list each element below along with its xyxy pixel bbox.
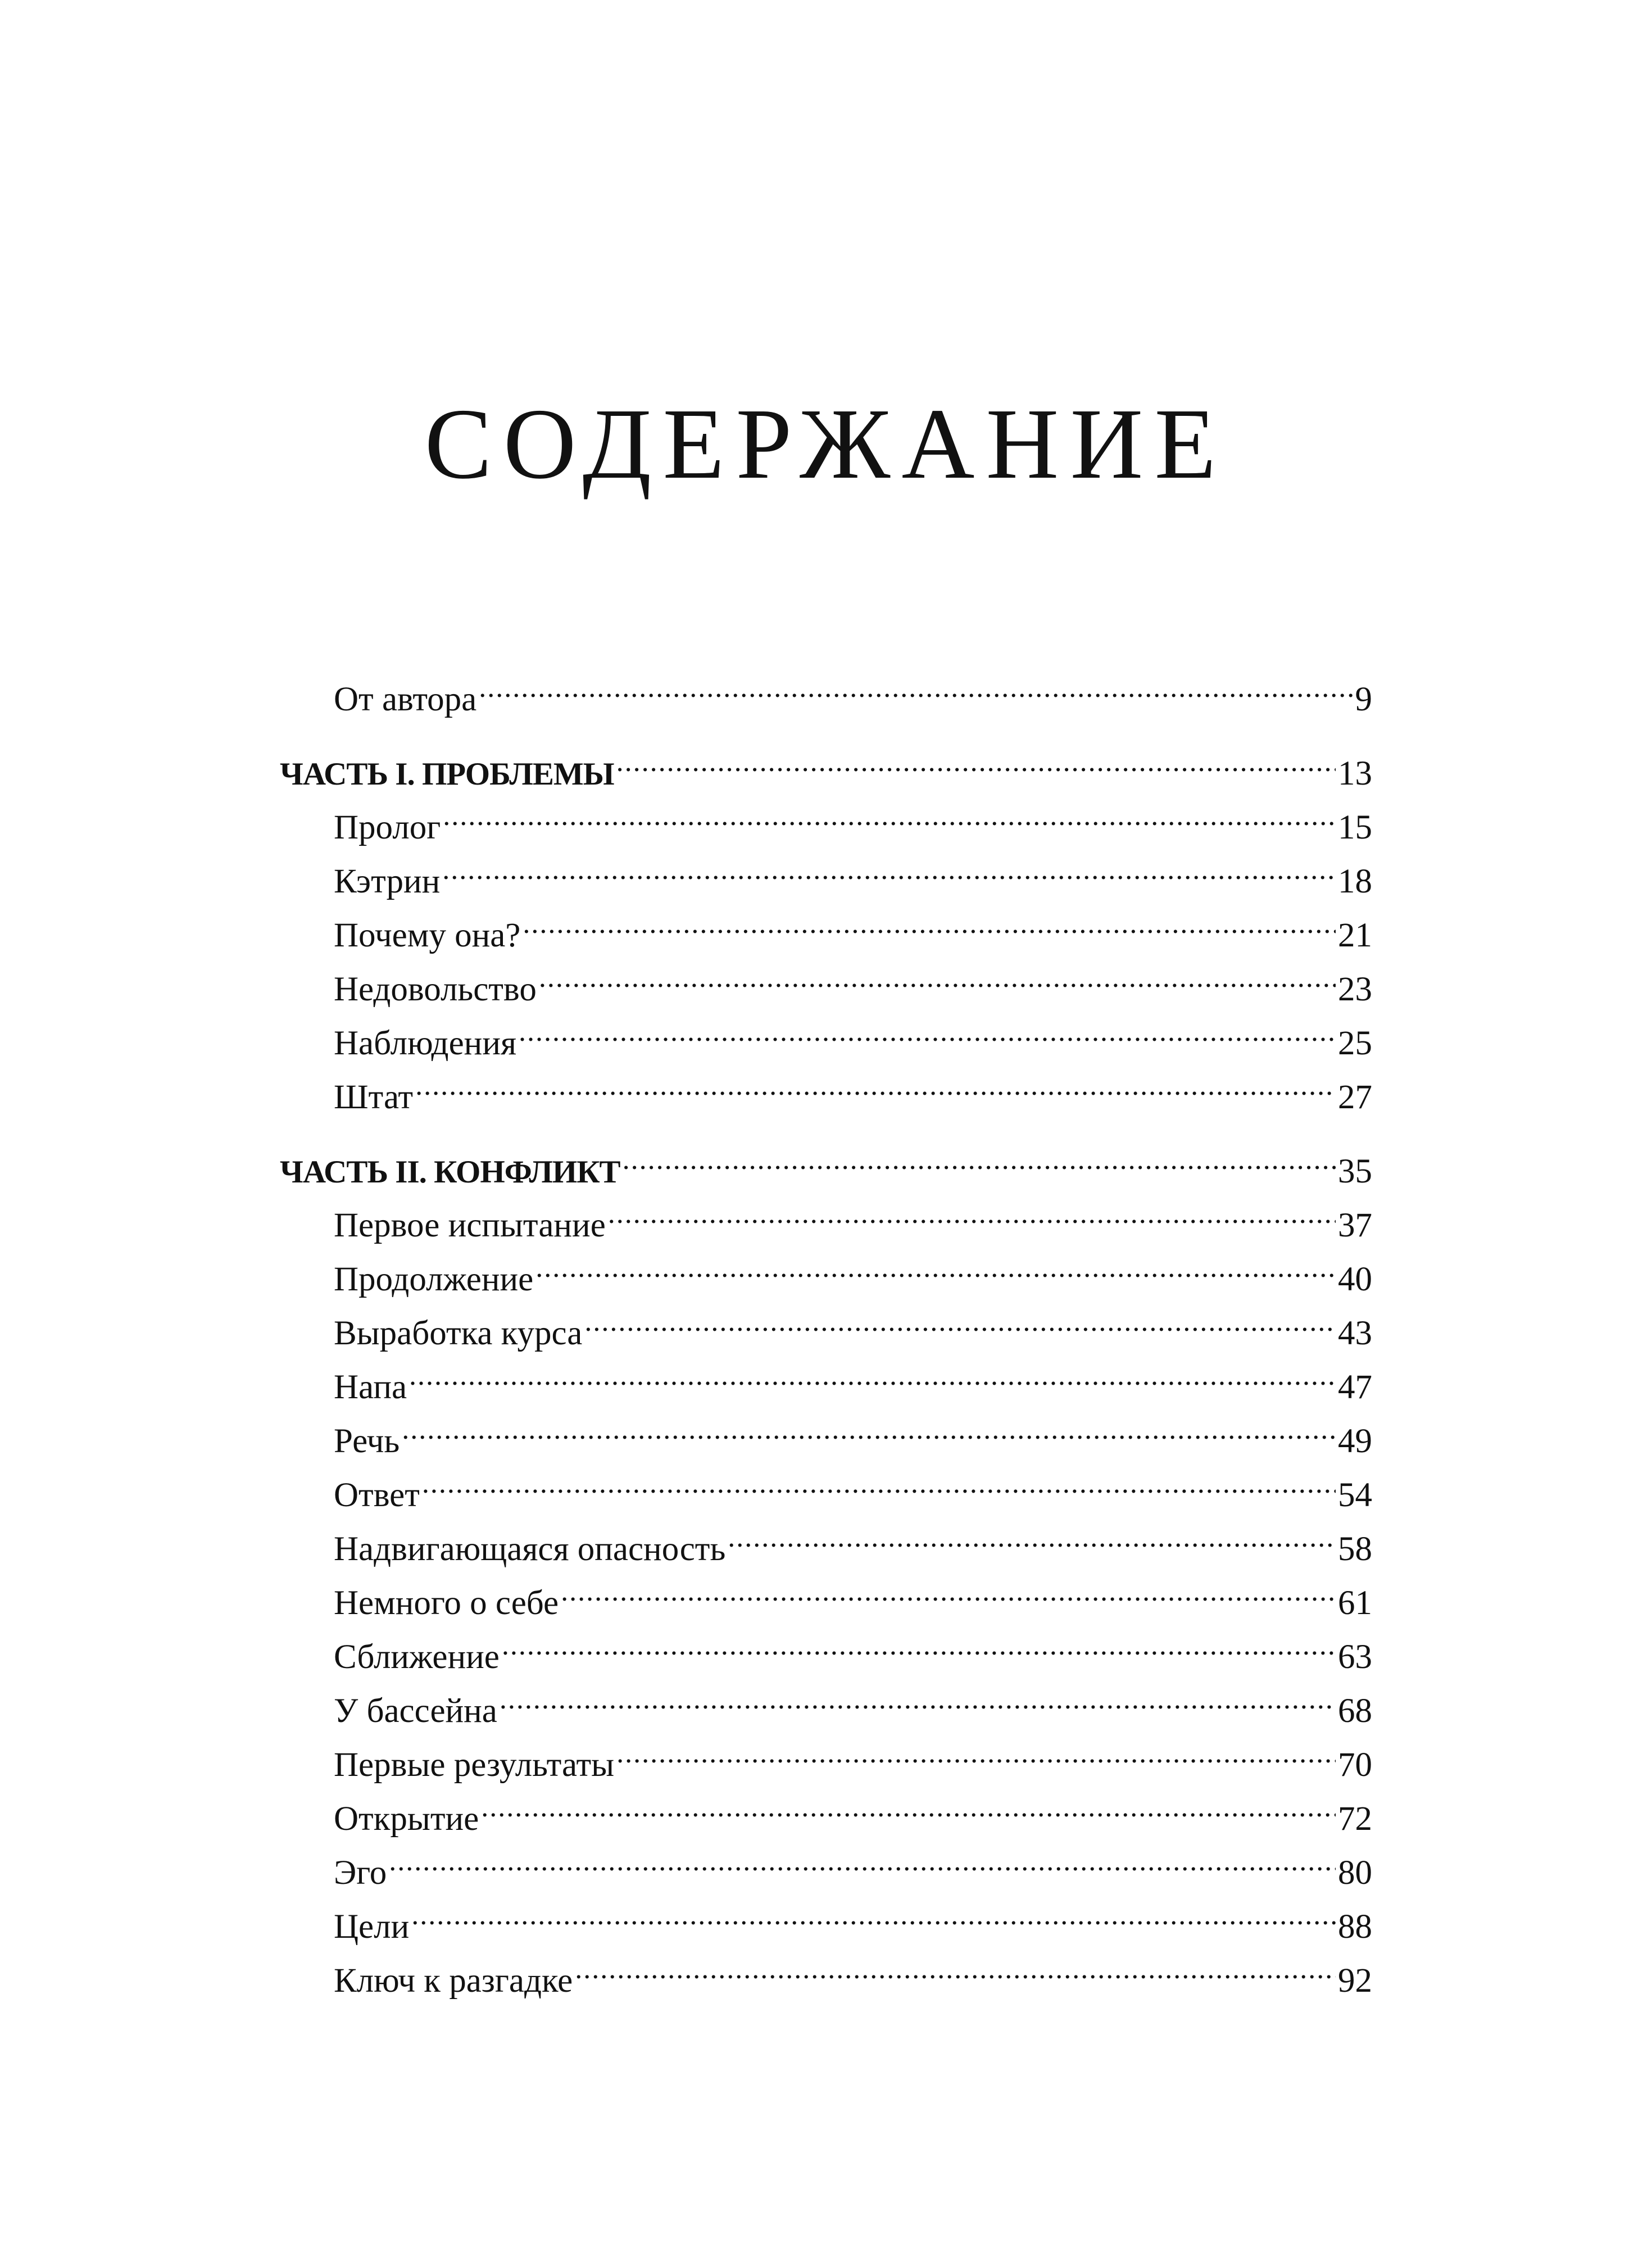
toc-entry-label: Наблюдения: [334, 1025, 517, 1062]
toc-part-heading: [280, 731, 1372, 792]
toc-entry-label: У бассейна: [334, 1692, 497, 1730]
toc-entry: [280, 1830, 1372, 1892]
toc-entry-label: Цели: [334, 1908, 410, 1946]
toc-page-number: 37: [1338, 1207, 1372, 1244]
dot-leader: [500, 1668, 1336, 1722]
toc-entry-label: Речь: [334, 1422, 400, 1460]
page-title: СОДЕРЖАНИЕ: [424, 388, 1228, 500]
toc-page-number: 25: [1338, 1025, 1372, 1062]
toc-entry-label: Кэтрин: [334, 863, 441, 900]
toc-entry: [280, 1452, 1372, 1514]
toc-page-number: 49: [1338, 1422, 1372, 1460]
toc-page-number: 54: [1338, 1476, 1372, 1514]
toc-page-number: 80: [1338, 1854, 1372, 1892]
toc-entry-label: Выработка курса: [334, 1315, 583, 1352]
toc-entry-label: Недовольство: [334, 971, 537, 1008]
toc-entry: [280, 785, 1372, 846]
toc-page-number: 40: [1338, 1261, 1372, 1298]
dot-leader: [523, 892, 1336, 946]
toc-page-number: 9: [1355, 681, 1372, 718]
toc-entry: [280, 1506, 1372, 1568]
toc-entry-label: Первые результаты: [334, 1746, 615, 1784]
toc-page-number: 23: [1338, 971, 1372, 1008]
toc-entry-label: Ключ к разгадке: [334, 1962, 573, 2000]
toc-page-number: 88: [1338, 1908, 1372, 1946]
toc-entry-label: Открытие: [334, 1800, 479, 1838]
toc-page-number: 63: [1338, 1638, 1372, 1676]
toc-entry-label: Почему она?: [334, 917, 521, 954]
toc-page-number: 92: [1338, 1962, 1372, 2000]
dot-leader: [415, 1054, 1336, 1108]
toc-page-number: 35: [1338, 1153, 1372, 1190]
toc-entry: [280, 1344, 1372, 1406]
toc-page-number: 47: [1338, 1368, 1372, 1406]
toc-page-number: 70: [1338, 1746, 1372, 1784]
toc-entry-label: Ответ: [334, 1476, 420, 1514]
dot-leader: [442, 839, 1336, 892]
dot-leader: [616, 731, 1336, 785]
dot-leader: [422, 1452, 1336, 1506]
toc-entry-label: Сближение: [334, 1638, 500, 1676]
dot-leader: [575, 1938, 1336, 1992]
toc-entry: [280, 1398, 1372, 1460]
dot-leader: [411, 1884, 1336, 1938]
toc-entry: [280, 656, 1372, 718]
toc-entry-label: Эго: [334, 1854, 387, 1892]
dot-leader: [481, 1776, 1336, 1830]
toc-entry-label: Напа: [334, 1368, 407, 1406]
toc-entry: [280, 1884, 1372, 1946]
toc-page-number: 43: [1338, 1315, 1372, 1352]
dot-leader: [535, 1236, 1336, 1290]
toc-entry-label: Первое испытание: [334, 1207, 606, 1244]
toc-entry-label: Продолжение: [334, 1261, 534, 1298]
toc-entry-label: ЧАСТЬ II. КОНФЛИКТ: [280, 1154, 620, 1190]
dot-leader: [479, 656, 1353, 710]
dot-leader: [502, 1614, 1336, 1668]
toc-page-number: 13: [1338, 755, 1372, 792]
toc-entry: [280, 892, 1372, 954]
toc-part-heading: [280, 1128, 1372, 1190]
toc-entry-label: Надвигающаяся опасность: [334, 1530, 726, 1568]
toc-entry: [280, 839, 1372, 900]
toc-page-number: 27: [1338, 1078, 1372, 1116]
toc-entry-label: Штат: [334, 1078, 414, 1116]
toc-page-number: 68: [1338, 1692, 1372, 1730]
dot-leader: [728, 1506, 1336, 1560]
dot-leader: [539, 946, 1336, 1000]
dot-leader: [616, 1722, 1336, 1776]
toc-page-number: 15: [1338, 809, 1372, 846]
toc-entry: [280, 1938, 1372, 2000]
toc-entry-label: ЧАСТЬ I. ПРОБЛЕМЫ: [280, 756, 614, 792]
toc-entry: [280, 1054, 1372, 1116]
toc-entry-label: От автора: [334, 681, 477, 718]
toc-page-number: 58: [1338, 1530, 1372, 1568]
toc-page-number: 72: [1338, 1800, 1372, 1838]
dot-leader: [608, 1182, 1336, 1236]
dot-leader: [409, 1344, 1336, 1398]
toc-page-number: 21: [1338, 917, 1372, 954]
dot-leader: [623, 1128, 1336, 1182]
toc-page-number: 61: [1338, 1584, 1372, 1622]
dot-leader: [561, 1560, 1336, 1614]
dot-leader: [389, 1830, 1336, 1884]
toc-entry-label: Пролог: [334, 809, 441, 846]
dot-leader: [519, 1000, 1336, 1054]
dot-leader: [402, 1398, 1336, 1452]
dot-leader: [443, 785, 1336, 839]
toc-entry-label: Немного о себе: [334, 1584, 559, 1622]
table-of-contents: [280, 656, 1372, 2000]
dot-leader: [584, 1290, 1336, 1344]
toc-page-number: 18: [1338, 863, 1372, 900]
